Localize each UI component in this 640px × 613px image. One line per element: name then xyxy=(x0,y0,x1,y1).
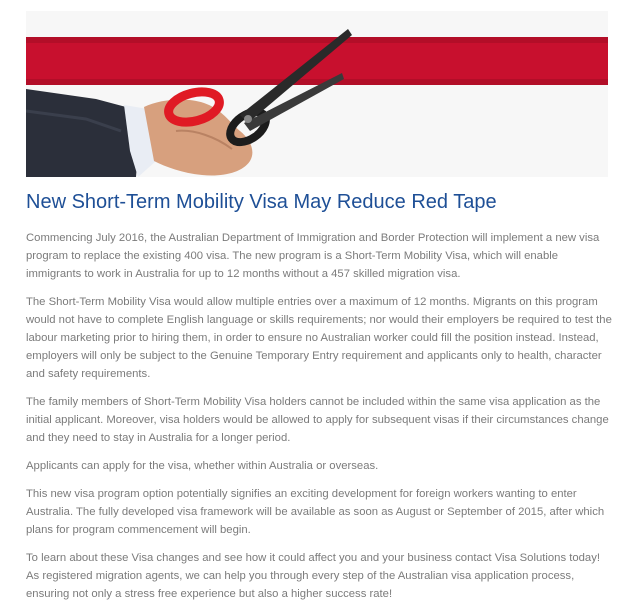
hero-image xyxy=(26,11,608,177)
paragraph-4: Applicants can apply for the visa, whether within Australia or overseas. xyxy=(26,460,379,472)
suit-sleeve xyxy=(26,89,138,177)
paragraph-1: Commencing July 2016, the Australian Department of Immigration and Border Protection will implement a new visa program to replace the existing 400 visa. The new program is a Short-Term Mobility Visa, which will enable immigrants to work in Australia for up to 12 months without a 457 skilled migration visa. xyxy=(26,232,600,280)
paragraph-3: The family members of Short-Term Mobility Visa holders cannot be included within the same visa application as the initial applicant. Moreover, visa holders would be allowed to apply for subsequent visas if their circumstances change and they need to stay in Australia for a longer period. xyxy=(26,396,609,444)
paragraph-2: The Short-Term Mobility Visa would allow multiple entries over a maximum of 12 months. Migrants on this program would not have to complete English language or skills requirements; nor would their employers be required to test the labour marketing prior to hiring them, in order to ensure no Australian worker could fill the position instead. Instead, employers will only be subject to the Genuine Temporary Entry requirement and applicants only to health, character and safety requirements. xyxy=(26,296,612,380)
paragraph-6: To learn about these Visa changes and see how it could affect you and your business contact Visa Solutions today! As registered migration agents, we can help you through every step of the Australian visa application process, ensuring not only a stress free experience but also a higher success rate! xyxy=(26,552,601,600)
paragraph-5: This new visa program option potentially signifies an exciting development for foreign workers wanting to enter Australia. The fully developed visa framework will be available as soon as August or September of 2015, after which plans for program commencement will begin. xyxy=(26,488,605,536)
article-body xyxy=(26,229,612,613)
ribbon-cutting-illustration xyxy=(26,11,608,177)
article-title: New Short-Term Mobility Visa May Reduce Red Tape xyxy=(26,191,497,213)
